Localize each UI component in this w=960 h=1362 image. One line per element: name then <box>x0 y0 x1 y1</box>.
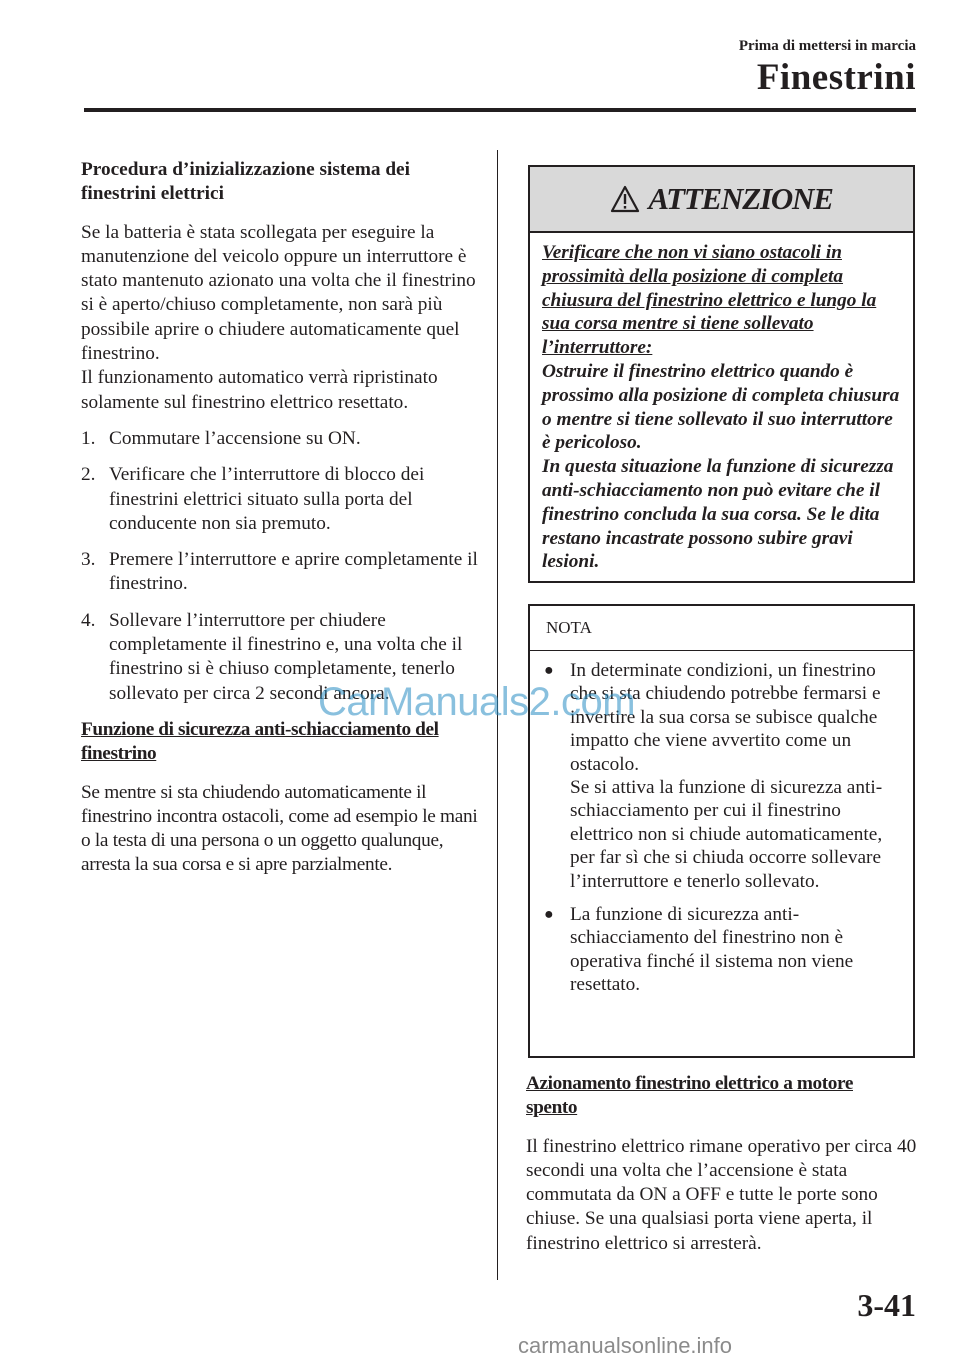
warning-body <box>530 233 913 574</box>
list-item <box>81 463 481 536</box>
page-title: Finestrini <box>756 57 916 98</box>
left-column <box>81 158 481 878</box>
step-number: 2. <box>81 464 96 486</box>
step-text: Commutare l’accensione su ON. <box>109 427 361 449</box>
warning-title: ATTENZIONE <box>648 181 833 216</box>
anti-pinch-paragraph: Se mentre si sta chiudendo automaticamente il finestrino incontra ostacoli, come ad esempio le mani o la testa di una persona o un oggetto qualunque, arresta la sua corsa e si apre parzialmente. <box>81 781 478 876</box>
page-number: 3-41 <box>857 1287 916 1323</box>
watermark-footer: carmanualsonline.info <box>518 1333 733 1358</box>
bullet-icon: ● <box>544 906 554 924</box>
warning-text: Ostruire il finestrino elettrico quando è prossimo alla posizione di completa chiusura o mentre si tiene sollevato il suo interruttore è pericoloso. <box>542 360 900 454</box>
reset-paragraph: Il funzionamento automatico verrà ripristinato solamente sul finestrino elettrico resettato. <box>81 367 438 413</box>
section-label: Prima di mettersi in marcia <box>738 38 916 54</box>
warning-box <box>528 165 915 583</box>
note-title: NOTA <box>530 606 913 651</box>
list-item <box>81 548 481 597</box>
step-text: Verificare che l’interruttore di blocco dei finestrini elettrici situato sulla porta del conducente non sia premuto. <box>109 464 425 534</box>
step-number: 1. <box>81 427 96 449</box>
note-text: Se si attiva la funzione di sicurezza anti-schiacciamento per cui il finestrino elettrico non si chiude automaticamente, per far sì che si chiuda occorre sollevare l’interruttore e tenerlo sollevato. <box>570 777 883 892</box>
step-text: Sollevare l’interruttore per chiudere completamente il finestrino e, una volta che il finestrino si è chiuso completamente, tenerlo sollevato per circa 2 secondi ancora. <box>109 609 463 704</box>
warning-triangle-icon <box>610 185 640 213</box>
init-procedure-heading: Procedura d’inizializzazione sistema dei finestrini elettrici <box>81 159 410 205</box>
note-box <box>528 604 915 1058</box>
intro-paragraph: Se la batteria è stata scollegata per eseguire la manutenzione del veicolo oppure un interruttore è stato mantenuto azionato una volta che il finestrino si è aperto/chiuso completamente, non sarà più possibile aprire o chiudere automaticamente quel finestrino. <box>81 221 476 365</box>
watermark: CarManuals2.com <box>318 680 636 724</box>
list-item <box>81 427 481 451</box>
step-text: Premere l’interruttore e aprire completamente il finestrino. <box>109 549 478 595</box>
step-number: 4. <box>81 609 96 631</box>
warning-text: In questa situazione la funzione di sicurezza anti-schiacciamento non può evitare che il finestrino concluda la sua corsa. Se le dita restano incastrate possono subire gravi lesioni. <box>542 456 894 573</box>
warning-header <box>530 167 913 233</box>
header-rule <box>84 108 916 112</box>
note-text: In determinate condizioni, un finestrino che si sta chiudendo potrebbe fermarsi e invertire la sua corsa se subisce qualche impatto che viene avvertito come un ostacolo. <box>570 660 881 775</box>
bullet-icon: ● <box>544 662 554 679</box>
steps-list <box>81 427 481 706</box>
anti-pinch-heading: Funzione di sicurezza anti-schiacciamento del finestrino <box>81 718 439 765</box>
warning-underlined-text: Verificare che non vi siano ostacoli in prossimità della posizione di completa chiusura del finestrino elettrico e lungo la sua corsa mentre si tiene sollevato l’interruttore: <box>542 242 877 359</box>
list-item <box>542 903 901 997</box>
engine-off-paragraph: Il finestrino elettrico rimane operativo per circa 40 secondi una volta che l’accensione è stata commutata da ON a OFF e tutte le porte sono chiuse. Se una qualsiasi porta viene aperta, il finestrino elettrico si arresterà. <box>526 1135 917 1254</box>
engine-off-heading: Azionamento finestrino elettrico a motore spento <box>526 1073 853 1119</box>
note-text: La funzione di sicurezza anti-schiacciamento del finestrino non è operativa finché il sistema non viene resettato. <box>570 904 854 996</box>
step-number: 3. <box>81 549 96 571</box>
engine-off-section <box>526 1072 918 1256</box>
